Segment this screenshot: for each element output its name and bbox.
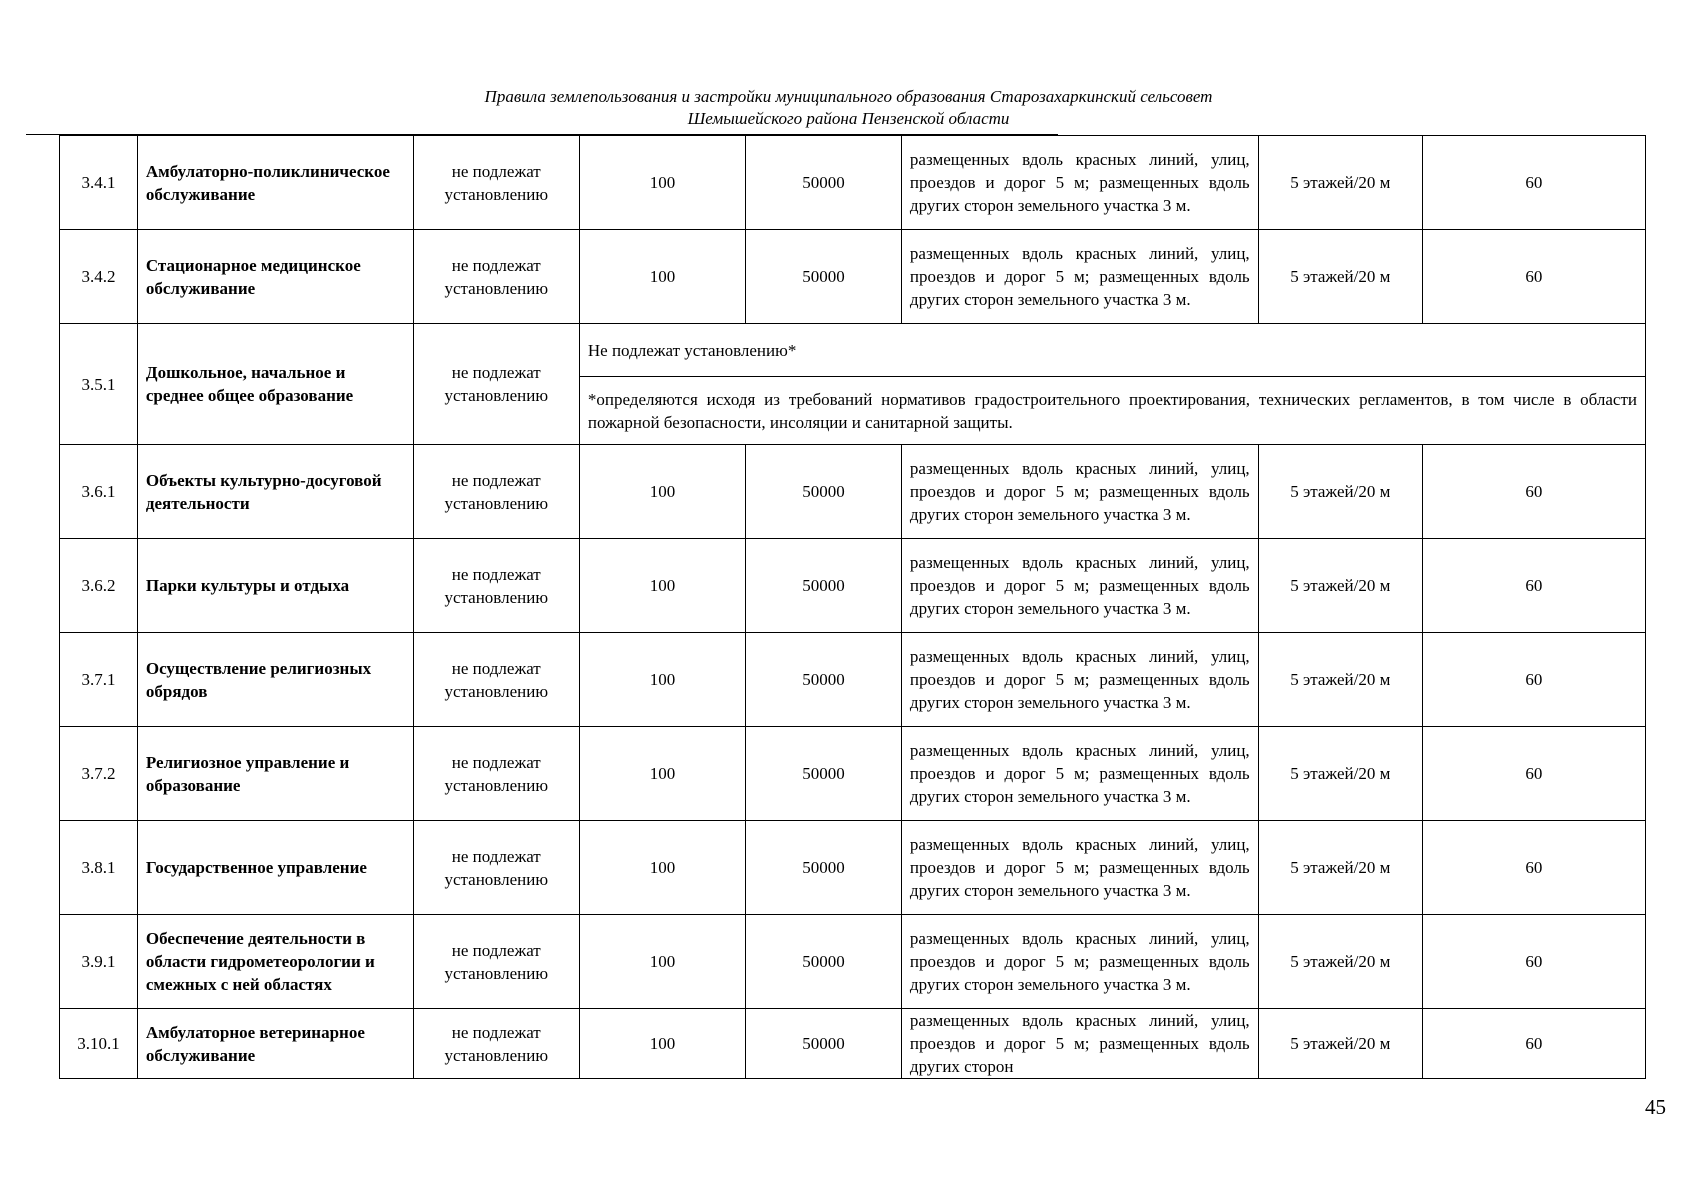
setback-distance: размещенных вдоль красных линий, улиц, проездов и дорог 5 м; размещенных вдоль других сторон земельного участка 3 м.: [901, 445, 1258, 539]
row-code: 3.5.1: [60, 324, 138, 445]
plot-size-limits: не подлежат установлению: [413, 727, 579, 821]
plot-size-limits: не подлежат установлению: [413, 633, 579, 727]
setback-distance: размещенных вдоль красных линий, улиц, проездов и дорог 5 м; размещенных вдоль других сторон земельного участка 3 м.: [901, 633, 1258, 727]
row-name: Амбулаторное ветеринарное обслуживание: [137, 1009, 413, 1079]
min-plot-area: 100: [579, 539, 745, 633]
table-row: [60, 821, 1646, 915]
plot-size-limits: не подлежат установлению: [413, 445, 579, 539]
max-plot-area: 50000: [746, 136, 902, 230]
max-coverage: 60: [1422, 230, 1645, 324]
row-name: Осуществление религиозных обрядов: [137, 633, 413, 727]
setback-distance: размещенных вдоль красных линий, улиц, проездов и дорог 5 м; размещенных вдоль других сторон земельного участка 3 м.: [901, 539, 1258, 633]
land-use-table: [59, 135, 1646, 1079]
plot-size-limits: не подлежат установлению: [413, 1009, 579, 1079]
max-coverage: 60: [1422, 633, 1645, 727]
merged-not-set: Не подлежат установлению*: [579, 324, 1645, 377]
setback-distance: размещенных вдоль красных линий, улиц, проездов и дорог 5 м; размещенных вдоль других сторон: [901, 1009, 1258, 1079]
max-coverage: 60: [1422, 539, 1645, 633]
max-height: 5 этажей/20 м: [1258, 727, 1422, 821]
table-row: [60, 445, 1646, 539]
plot-size-limits: не подлежат установлению: [413, 915, 579, 1009]
max-plot-area: 50000: [746, 633, 902, 727]
max-plot-area: 50000: [746, 230, 902, 324]
setback-distance: размещенных вдоль красных линий, улиц, проездов и дорог 5 м; размещенных вдоль других сторон земельного участка 3 м.: [901, 915, 1258, 1009]
table-row: [60, 136, 1646, 230]
setback-distance: размещенных вдоль красных линий, улиц, проездов и дорог 5 м; размещенных вдоль других сторон земельного участка 3 м.: [901, 727, 1258, 821]
row-name: Дошкольное, начальное и среднее общее образование: [137, 324, 413, 445]
plot-size-limits: не подлежат установлению: [413, 136, 579, 230]
setback-distance: размещенных вдоль красных линий, улиц, проездов и дорог 5 м; размещенных вдоль других сторон земельного участка 3 м.: [901, 821, 1258, 915]
min-plot-area: 100: [579, 915, 745, 1009]
row-name: Государственное управление: [137, 821, 413, 915]
max-height: 5 этажей/20 м: [1258, 633, 1422, 727]
max-coverage: 60: [1422, 915, 1645, 1009]
max-plot-area: 50000: [746, 445, 902, 539]
row-code: 3.4.1: [60, 136, 138, 230]
header-line-1: Правила землепользования и застройки муниципального образования Старозахаркинский сельсовет: [484, 87, 1213, 106]
min-plot-area: 100: [579, 1009, 745, 1079]
table-row: [60, 539, 1646, 633]
table-row: [60, 324, 1646, 377]
max-height: 5 этажей/20 м: [1258, 539, 1422, 633]
row-code: 3.6.1: [60, 445, 138, 539]
row-name: Амбулаторно-поликлиническое обслуживание: [137, 136, 413, 230]
max-height: 5 этажей/20 м: [1258, 1009, 1422, 1079]
row-name: Стационарное медицинское обслуживание: [137, 230, 413, 324]
setback-distance: размещенных вдоль красных линий, улиц, проездов и дорог 5 м; размещенных вдоль других сторон земельного участка 3 м.: [901, 136, 1258, 230]
max-plot-area: 50000: [746, 915, 902, 1009]
table-row: [60, 633, 1646, 727]
row-code: 3.7.1: [60, 633, 138, 727]
row-name: Обеспечение деятельности в области гидрометеорологии и смежных с ней областях: [137, 915, 413, 1009]
min-plot-area: 100: [579, 633, 745, 727]
row-code: 3.4.2: [60, 230, 138, 324]
plot-size-limits: не подлежат установлению: [413, 324, 579, 445]
row-code: 3.7.2: [60, 727, 138, 821]
header-line-2: Шемышейского района Пензенской области: [687, 109, 1010, 128]
row-name: Парки культуры и отдыха: [137, 539, 413, 633]
min-plot-area: 100: [579, 230, 745, 324]
row-name: Объекты культурно-досуговой деятельности: [137, 445, 413, 539]
plot-size-limits: не подлежат установлению: [413, 821, 579, 915]
table-row: [60, 1009, 1646, 1079]
running-header: [0, 86, 1697, 130]
table-row: [60, 230, 1646, 324]
min-plot-area: 100: [579, 136, 745, 230]
min-plot-area: 100: [579, 727, 745, 821]
plot-size-limits: не подлежат установлению: [413, 539, 579, 633]
max-height: 5 этажей/20 м: [1258, 915, 1422, 1009]
row-code: 3.6.2: [60, 539, 138, 633]
min-plot-area: 100: [579, 445, 745, 539]
merged-footnote: *определяются исходя из требований нормативов градостроительного проектирования, технических регламентов, в том числе в области пожарной безопасности, инсоляции и санитарной защиты.: [579, 377, 1645, 445]
page-number: 45: [1645, 1095, 1666, 1119]
row-code: 3.9.1: [60, 915, 138, 1009]
max-plot-area: 50000: [746, 727, 902, 821]
plot-size-limits: не подлежат установлению: [413, 230, 579, 324]
min-plot-area: 100: [579, 821, 745, 915]
row-name: Религиозное управление и образование: [137, 727, 413, 821]
max-plot-area: 50000: [746, 821, 902, 915]
max-height: 5 этажей/20 м: [1258, 230, 1422, 324]
max-height: 5 этажей/20 м: [1258, 821, 1422, 915]
max-plot-area: 50000: [746, 539, 902, 633]
max-coverage: 60: [1422, 727, 1645, 821]
max-coverage: 60: [1422, 821, 1645, 915]
max-height: 5 этажей/20 м: [1258, 136, 1422, 230]
max-coverage: 60: [1422, 445, 1645, 539]
table-row: [60, 727, 1646, 821]
max-plot-area: 50000: [746, 1009, 902, 1079]
max-coverage: 60: [1422, 1009, 1645, 1079]
row-code: 3.10.1: [60, 1009, 138, 1079]
setback-distance: размещенных вдоль красных линий, улиц, проездов и дорог 5 м; размещенных вдоль других сторон земельного участка 3 м.: [901, 230, 1258, 324]
max-coverage: 60: [1422, 136, 1645, 230]
table-row: [60, 915, 1646, 1009]
row-code: 3.8.1: [60, 821, 138, 915]
max-height: 5 этажей/20 м: [1258, 445, 1422, 539]
